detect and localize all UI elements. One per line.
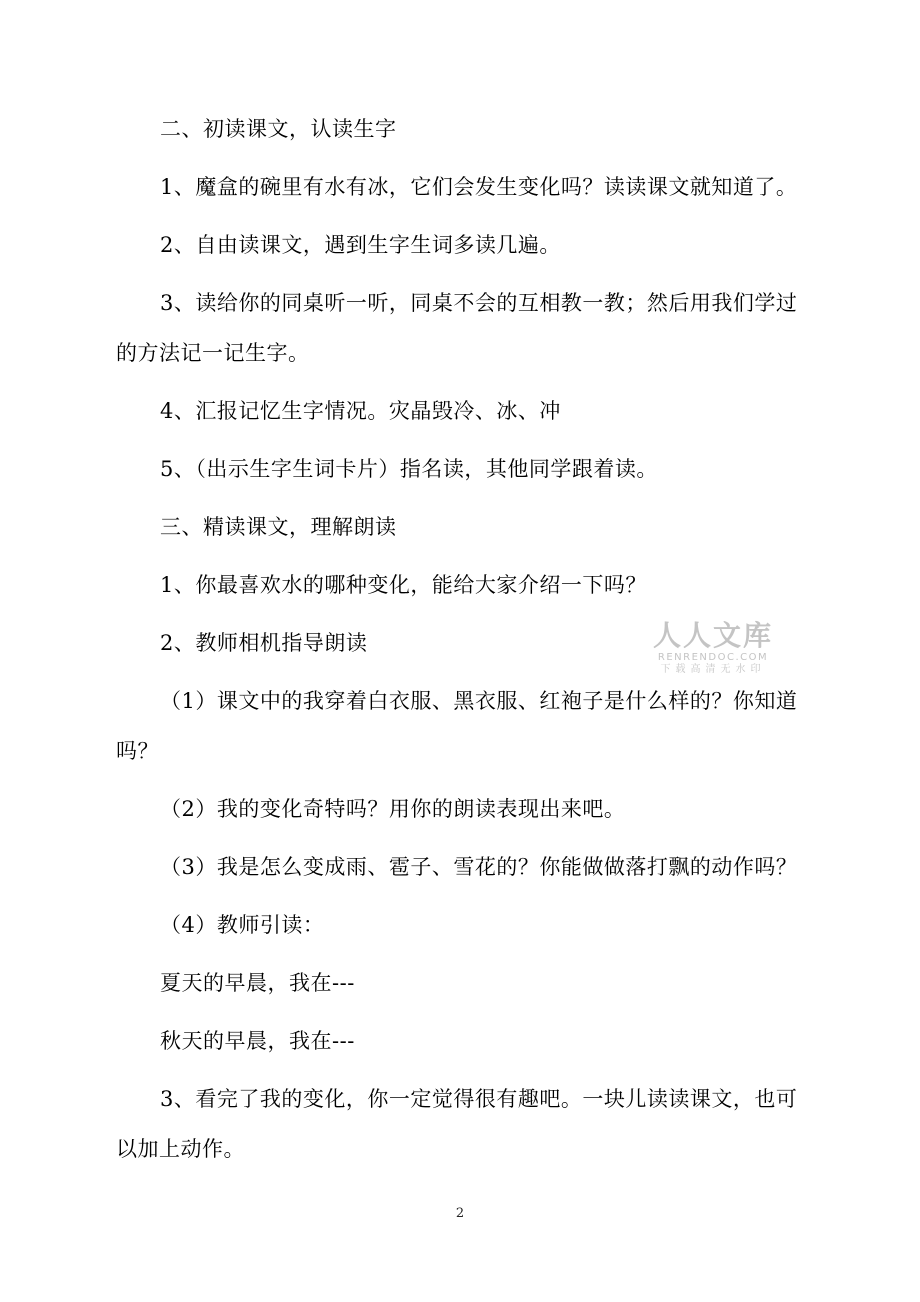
paragraph: 5、（出示生字生词卡片）指名读，其他同学跟着读。	[160, 457, 658, 481]
watermark-url: RENRENDOC.COM	[657, 652, 769, 663]
paragraph: 4、汇报记忆生字情况。灾晶毁冷、冰、冲	[160, 399, 561, 423]
paragraph: 1、魔盒的碗里有水有冰，它们会发生变化吗？读读课文就知道了。	[160, 175, 798, 199]
paragraph: （1）课文中的我穿着白衣服、黑衣服、红袍子是什么样的？你知道	[160, 689, 798, 713]
paragraph: （2）我的变化奇特吗？用你的朗读表现出来吧。	[160, 797, 626, 821]
paragraph: 3、读给你的同桌听一听，同桌不会的互相教一教；然后用我们学过	[160, 291, 798, 315]
watermark-title: 人人文库	[652, 619, 773, 652]
paragraph: 夏天的早晨，我在---	[160, 971, 355, 995]
paragraph: 1、你最喜欢水的哪种变化，能给大家介绍一下吗？	[160, 573, 647, 597]
page-number: 2	[455, 1206, 465, 1221]
paragraph: 秋天的早晨，我在---	[160, 1029, 355, 1053]
section-heading: 三、精读课文，理解朗读	[160, 515, 397, 539]
paragraph-continuation: 以加上动作。	[116, 1137, 245, 1161]
watermark-logo	[648, 620, 778, 676]
paragraph: 3、看完了我的变化，你一定觉得很有趣吧。一块儿读读课文，也可	[160, 1087, 798, 1111]
paragraph: 2、教师相机指导朗读	[160, 631, 368, 655]
paragraph: （3）我是怎么变成雨、雹子、雪花的？你能做做落打飘的动作吗？	[160, 855, 798, 879]
paragraph-continuation: 的方法记一记生字。	[116, 341, 310, 365]
paragraph: （4）教师引读：	[160, 913, 325, 937]
watermark-subtitle: 下载高清无水印	[660, 664, 766, 675]
paragraph: 2、自由读课文，遇到生字生词多读几遍。	[160, 233, 561, 257]
section-heading: 二、初读课文，认读生字	[160, 117, 397, 141]
paragraph-continuation: 吗？	[116, 739, 159, 763]
